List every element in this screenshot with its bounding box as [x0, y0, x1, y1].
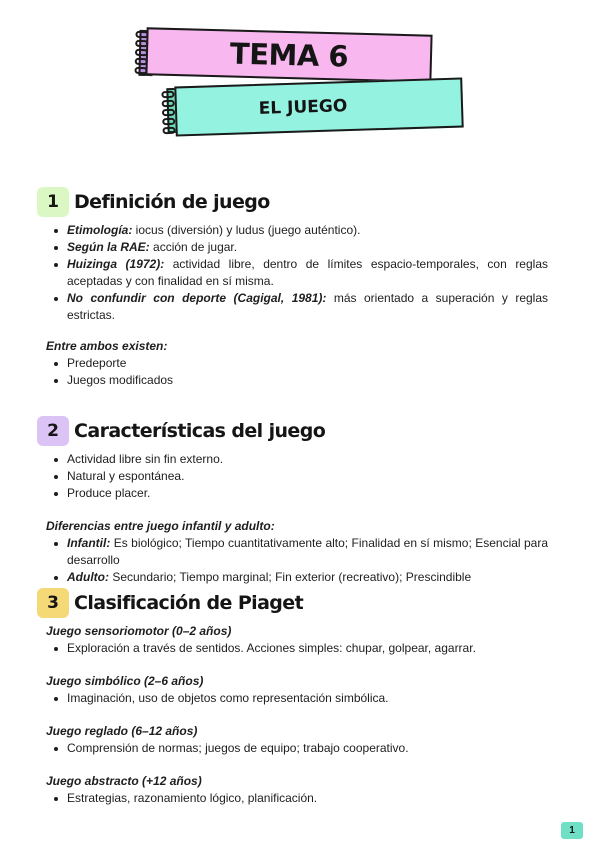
- piaget-stage-reglado: [46, 723, 548, 757]
- list-item: No confundir con deporte (Cagigal, 1981): más orientado a superación y reglas estrictas.: [46, 290, 548, 324]
- list-item: Infantil: Es biológico; Tiempo cuantitativamente alto; Finalidad en sí mismo; Esencial para desarrollo: [46, 535, 548, 569]
- section-title: Clasificación de Piaget: [74, 592, 304, 614]
- spiral-binding-icon: [161, 91, 175, 134]
- section-1-header: [37, 187, 270, 217]
- page-subtitle: EL JUEGO: [258, 96, 348, 119]
- list-item: Según la RAE: acción de jugar.: [46, 239, 548, 256]
- piaget-stage-simbolico: [46, 673, 548, 707]
- section-2-subgroup: [46, 518, 548, 586]
- subtitle-banner: [174, 77, 463, 136]
- list-item: Comprensión de normas; juegos de equipo; trabajo cooperativo.: [46, 740, 548, 757]
- section-number-badge: 1: [37, 187, 69, 217]
- section-1-subgroup: [46, 338, 548, 389]
- section-3-header: [37, 588, 303, 618]
- list-item: Actividad libre sin fin externo.: [46, 451, 548, 468]
- spiral-binding-icon: [134, 31, 148, 74]
- subgroup-heading: Entre ambos existen:: [46, 339, 168, 353]
- list-item: Natural y espontánea.: [46, 468, 548, 485]
- list-item: Etimología: iocus (diversión) y ludus (juego auténtico).: [46, 222, 548, 239]
- list-item: Produce placer.: [46, 485, 548, 502]
- page-number-badge: 1: [561, 822, 583, 839]
- stage-heading: Juego sensoriomotor (0–2 años): [46, 624, 232, 638]
- list-item: Adulto: Secundario; Tiempo marginal; Fin exterior (recreativo); Prescindible: [46, 569, 548, 586]
- stage-heading: Juego abstracto (+12 años): [46, 774, 202, 788]
- piaget-stage-abstracto: [46, 773, 548, 807]
- list-item: Predeporte: [46, 355, 548, 372]
- list-item: Imaginación, uso de objetos como representación simbólica.: [46, 690, 548, 707]
- piaget-stage-sensoriomotor: [46, 623, 548, 657]
- list-item: Huizinga (1972): actividad libre, dentro de límites espacio-temporales, con reglas aceptadas y con finalidad en sí misma.: [46, 256, 548, 290]
- stage-heading: Juego simbólico (2–6 años): [46, 674, 204, 688]
- list-item: Juegos modificados: [46, 372, 548, 389]
- section-1-definitions: [46, 222, 548, 324]
- section-title: Características del juego: [74, 420, 326, 442]
- section-number-badge: 2: [37, 416, 69, 446]
- list-item: Exploración a través de sentidos. Acciones simples: chupar, golpear, agarrar.: [46, 640, 548, 657]
- list-item: Estrategias, razonamiento lógico, planificación.: [46, 790, 548, 807]
- title-banner: [145, 27, 432, 82]
- section-2-header: [37, 416, 325, 446]
- section-2-characteristics: [46, 451, 548, 502]
- page-title: TEMA 6: [229, 36, 349, 74]
- section-number-badge: 3: [37, 588, 69, 618]
- stage-heading: Juego reglado (6–12 años): [46, 724, 198, 738]
- section-title: Definición de juego: [74, 191, 270, 213]
- subgroup-heading: Diferencias entre juego infantil y adulto:: [46, 519, 275, 533]
